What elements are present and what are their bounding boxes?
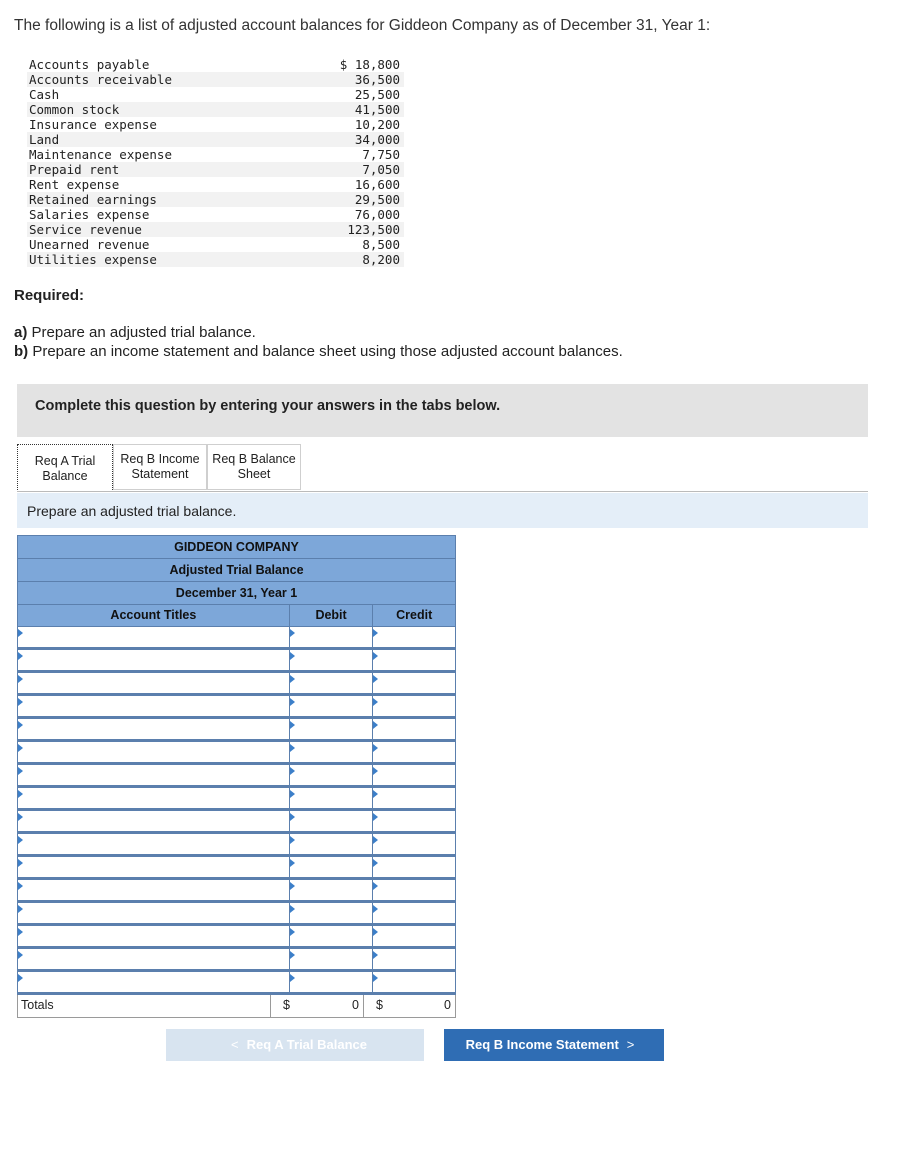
cell-marker-icon [373,652,378,660]
account-title-cell [18,811,290,831]
credit-input[interactable] [373,742,455,762]
cell-marker-icon [373,928,378,936]
cell-marker-icon [373,675,378,683]
cell-marker-icon [290,974,295,982]
cell-marker-icon [18,813,23,821]
debit-input[interactable] [290,857,372,877]
cell-marker-icon [290,721,295,729]
account-row [27,147,404,162]
entry-row [17,719,456,742]
account-title-input[interactable] [18,696,289,716]
credit-input[interactable] [373,880,455,900]
account-name: Retained earnings [27,192,231,207]
cell-marker-icon [18,767,23,775]
account-amount: 7,050 [231,162,404,177]
cell-marker-icon [373,813,378,821]
debit-cell [290,880,373,900]
credit-cell [373,972,455,992]
debit-input[interactable] [290,880,372,900]
cell-marker-icon [373,905,378,913]
entry-row [17,903,456,926]
credit-total-value: 0 [444,998,451,1012]
totals-label: Totals [18,995,271,1017]
requirement-b: b) Prepare an income statement and balance sheet using those adjusted account balances. [14,343,623,360]
credit-input[interactable] [373,719,455,739]
account-title-cell [18,650,290,670]
debit-cell [290,857,373,877]
debit-input[interactable] [290,673,372,693]
account-title-input[interactable] [18,719,289,739]
cell-marker-icon [373,744,378,752]
cell-marker-icon [18,836,23,844]
account-title-cell [18,834,290,854]
entry-row [17,811,456,834]
requirements-list [14,323,623,361]
account-name: Accounts receivable [27,72,231,87]
cell-marker-icon [18,629,23,637]
account-title-cell [18,903,290,923]
account-name: Salaries expense [29,207,150,222]
cell-marker-icon [290,675,295,683]
account-balances-table [27,57,404,267]
tab-label-line1: Req A Trial [34,453,96,468]
account-title-cell [18,972,290,992]
account-name: Service revenue [27,222,231,237]
credit-input[interactable] [373,926,455,946]
account-title-input[interactable] [18,857,289,877]
debit-input[interactable] [290,903,372,923]
tab-req-a-trial-balance[interactable] [17,444,113,492]
cell-marker-icon [290,813,295,821]
debit-input[interactable] [290,811,372,831]
account-title-input[interactable] [18,834,289,854]
tab-label-line2: Sheet [237,467,271,481]
debit-cell [290,949,373,969]
account-row [27,72,404,87]
credit-cell [373,765,455,785]
entry-row [17,788,456,811]
column-headers [17,604,456,627]
account-title-cell [18,926,290,946]
account-title-input[interactable] [18,765,289,785]
statement-date: December 31, Year 1 [17,581,456,604]
credit-input[interactable] [373,972,455,992]
debit-cell [290,719,373,739]
credit-input[interactable] [373,903,455,923]
credit-cell [373,742,455,762]
totals-row [17,995,456,1018]
account-name: Maintenance expense [29,147,172,162]
debit-input[interactable] [290,650,372,670]
tab-label-line1: Req B Income [120,452,200,466]
entry-row [17,857,456,880]
entry-row [17,650,456,673]
cell-marker-icon [373,790,378,798]
cell-marker-icon [290,629,295,637]
account-amount: 7,750 [362,147,400,162]
entry-row [17,765,456,788]
debit-input[interactable] [290,765,372,785]
cell-marker-icon [290,744,295,752]
debit-currency: $ [282,998,290,1012]
cell-marker-icon [18,882,23,890]
cell-marker-icon [373,698,378,706]
credit-input[interactable] [373,857,455,877]
credit-input[interactable] [373,627,455,647]
credit-cell [373,880,455,900]
cell-marker-icon [18,928,23,936]
credit-cell [373,903,455,923]
entry-row [17,696,456,719]
account-amount: 25,500 [354,87,400,102]
credit-cell [373,949,455,969]
account-title-input[interactable] [18,949,289,969]
account-amount: $ 18,800 [339,57,400,72]
debit-cell [290,811,373,831]
entry-row [17,949,456,972]
cell-marker-icon [290,859,295,867]
cell-marker-icon [373,767,378,775]
cell-marker-icon [290,882,295,890]
tab-label-line1: Req B Balance [212,452,296,466]
cell-marker-icon [290,790,295,798]
credit-cell [373,627,455,647]
account-amount: 10,200 [354,117,400,132]
credit-cell [373,650,455,670]
debit-cell [290,673,373,693]
account-amount: 41,500 [231,102,404,117]
account-title-input[interactable] [18,880,289,900]
prev-tab-button[interactable] [166,1029,424,1061]
credit-input[interactable] [373,788,455,808]
credit-cell [373,719,455,739]
debit-input[interactable] [290,627,372,647]
cell-marker-icon [18,744,23,752]
trial-balance-grid [17,535,456,1018]
cell-marker-icon [18,951,23,959]
entry-row [17,972,456,995]
debit-input[interactable] [290,719,372,739]
account-name: Common stock [27,102,231,117]
debit-cell [290,926,373,946]
account-name: Insurance expense [29,117,157,132]
cell-marker-icon [18,859,23,867]
account-amount: 16,600 [354,177,400,192]
cell-marker-icon [373,951,378,959]
credit-input[interactable] [373,949,455,969]
account-title-input[interactable] [18,650,289,670]
account-amount: 8,200 [231,252,404,267]
credit-cell [373,811,455,831]
entry-row [17,880,456,903]
debit-total-value: 0 [351,998,359,1012]
requirement-a: a) Prepare an adjusted trial balance. [14,324,256,341]
entry-row [17,673,456,696]
problem-intro: The following is a list of adjusted account balances for Giddeon Company as of December 31, Year 1: [14,17,711,34]
account-name: Prepaid rent [27,162,231,177]
credit-cell [373,673,455,693]
tab-label-line2: Balance [42,468,88,483]
account-name: Land [27,132,231,147]
credit-input[interactable] [373,811,455,831]
account-title-cell [18,949,290,969]
account-title-input[interactable] [18,673,289,693]
credit-cell [373,696,455,716]
chevron-right-icon: > [626,1037,635,1052]
account-title-input[interactable] [18,788,289,808]
account-row [27,192,404,207]
account-amount: 76,000 [354,207,400,222]
cell-marker-icon [18,675,23,683]
debit-cell [290,834,373,854]
debit-cell [290,650,373,670]
cell-marker-icon [290,698,295,706]
cell-marker-icon [373,882,378,890]
debit-input[interactable] [290,926,372,946]
account-title-input[interactable] [18,811,289,831]
entry-row [17,926,456,949]
cell-marker-icon [18,698,23,706]
debit-total [271,995,364,1017]
account-row [27,57,404,72]
cell-marker-icon [290,951,295,959]
credit-input[interactable] [373,673,455,693]
account-title-cell [18,673,290,693]
account-name: Utilities expense [27,252,231,267]
account-title-input[interactable] [18,926,289,946]
credit-cell [373,926,455,946]
entry-rows [17,627,456,995]
statement-title: Adjusted Trial Balance [17,558,456,581]
debit-input[interactable] [290,834,372,854]
credit-cell [373,834,455,854]
credit-cell [373,788,455,808]
account-title-cell [18,719,290,739]
cell-marker-icon [18,905,23,913]
debit-cell [290,696,373,716]
debit-input[interactable] [290,949,372,969]
account-row [27,117,404,132]
credit-input[interactable] [373,765,455,785]
account-name: Cash [29,87,60,102]
account-title-input[interactable] [18,742,289,762]
account-row [27,177,404,192]
cell-marker-icon [373,974,378,982]
tab-divider [17,491,868,492]
debit-cell [290,765,373,785]
account-title-cell [18,765,290,785]
account-row [27,207,404,222]
instruction-text: Complete this question by entering your answers in the tabs below. [35,398,501,414]
cell-marker-icon [373,859,378,867]
cell-marker-icon [290,652,295,660]
account-row [27,237,404,252]
cell-marker-icon [290,928,295,936]
account-amount: 34,000 [231,132,404,147]
account-amount: 8,500 [362,237,400,252]
entry-row [17,834,456,857]
debit-input[interactable] [290,696,372,716]
account-title-cell [18,696,290,716]
account-row [27,102,404,117]
account-amount: 36,500 [231,72,404,87]
prev-button-label: Req A Trial Balance [246,1037,367,1052]
next-button-label: Req B Income Statement [465,1037,619,1052]
debit-cell [290,903,373,923]
cell-marker-icon [18,652,23,660]
debit-cell [290,972,373,992]
credit-input[interactable] [373,834,455,854]
debit-header: Debit [290,605,374,626]
account-title-input[interactable] [18,903,289,923]
tab-label-line2: Statement [131,467,189,481]
credit-cell [373,857,455,877]
credit-total [364,995,455,1017]
account-name: Unearned revenue [29,237,150,252]
debit-input[interactable] [290,742,372,762]
credit-currency: $ [375,998,383,1012]
account-title-cell [18,857,290,877]
account-row [27,252,404,267]
debit-input[interactable] [290,972,372,992]
cell-marker-icon [18,721,23,729]
account-amount: 29,500 [231,192,404,207]
tab-req-b-income-statement[interactable] [113,444,207,490]
tab-instruction-text: Prepare an adjusted trial balance. [27,503,237,519]
account-name: Rent expense [29,177,120,192]
cell-marker-icon [290,836,295,844]
account-name: Accounts payable [29,57,150,72]
chevron-left-icon: < [230,1037,239,1052]
cell-marker-icon [290,905,295,913]
account-titles-header: Account Titles [18,605,290,626]
credit-input[interactable] [373,696,455,716]
account-title-cell [18,742,290,762]
next-tab-button[interactable] [444,1029,664,1061]
credit-header: Credit [396,608,433,622]
account-row [27,162,404,177]
account-row [27,132,404,147]
required-heading: Required: [14,287,85,304]
account-row [27,222,404,237]
debit-cell [290,627,373,647]
cell-marker-icon [373,721,378,729]
account-title-cell [18,880,290,900]
cell-marker-icon [373,836,378,844]
cell-marker-icon [290,767,295,775]
account-title-input[interactable] [18,972,289,992]
cell-marker-icon [18,790,23,798]
account-title-input[interactable] [18,627,289,647]
account-title-cell [18,788,290,808]
debit-cell [290,788,373,808]
debit-input[interactable] [290,788,372,808]
tab-req-b-balance-sheet[interactable] [207,444,301,490]
account-amount: 123,500 [231,222,404,237]
cell-marker-icon [373,629,378,637]
account-row [27,87,404,102]
entry-row [17,627,456,650]
entry-row [17,742,456,765]
account-title-cell [18,627,290,647]
instruction-banner [17,384,868,437]
company-name: GIDDEON COMPANY [17,535,456,558]
debit-cell [290,742,373,762]
tab-instruction-bar [17,493,868,528]
cell-marker-icon [18,974,23,982]
credit-input[interactable] [373,650,455,670]
